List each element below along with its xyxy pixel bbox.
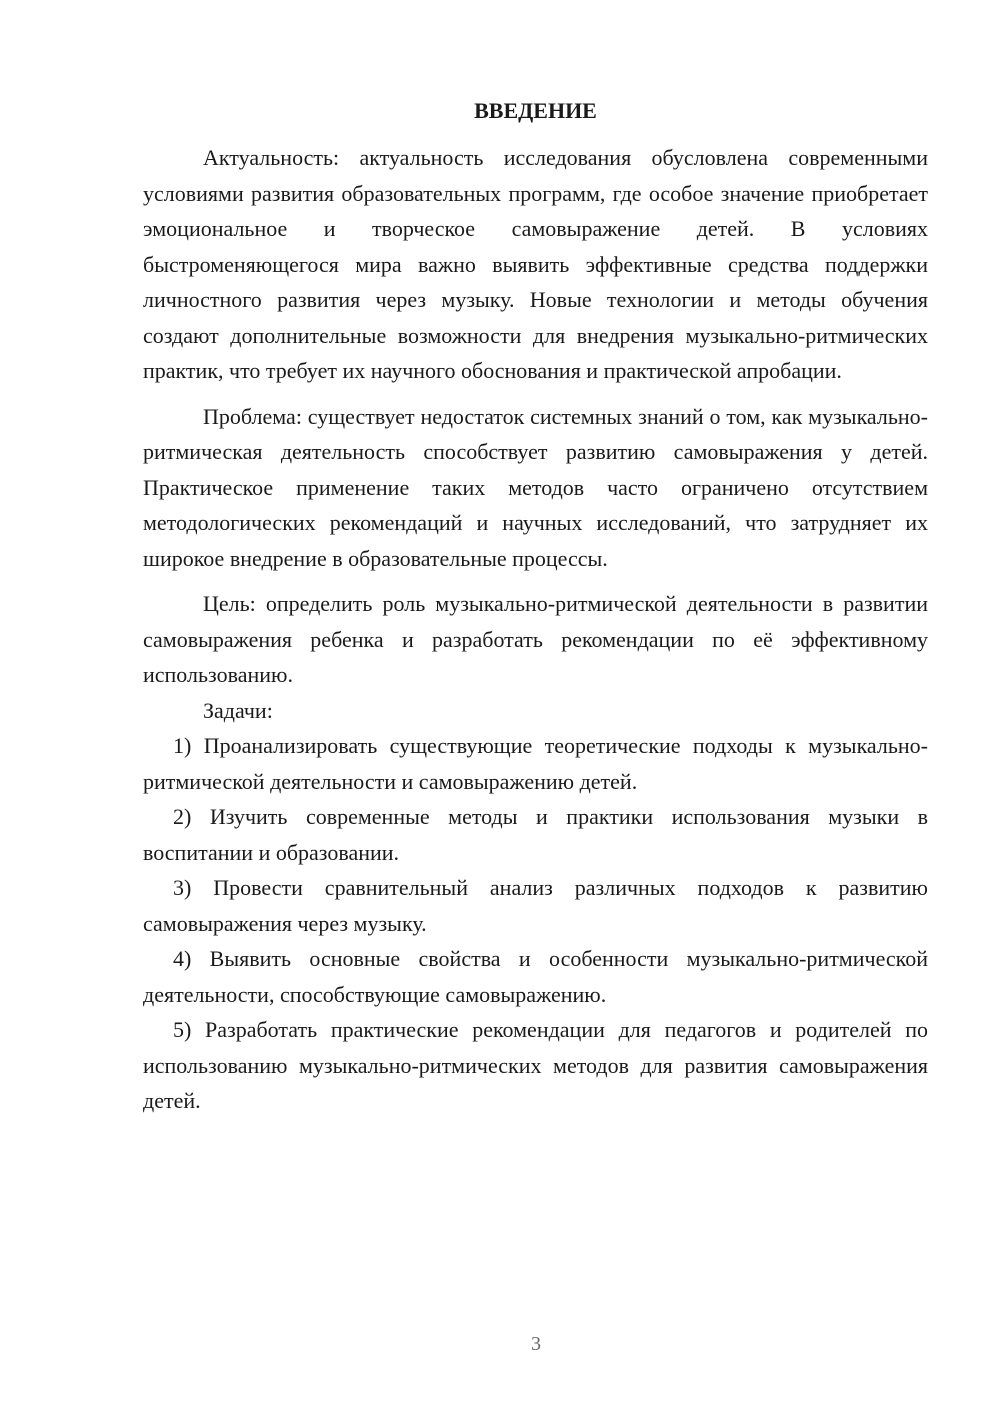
- relevance-paragraph: Актуальность: актуальность исследования обусловлена современными условиями развития образовательных программ, где особое значение приобретает эмоциональное и творческое самовыражение детей. В условиях быстроменяющегося мира важно выявить эффективные средства поддержки личностного развития через музыку. Новые технологии и методы обучения создают дополнительные возможности для внедрения музыкально-ритмических практик, что требует их научного обоснования и практической апробации.: [143, 145, 928, 383]
- tasks-heading: Задачи:: [203, 697, 273, 723]
- goal-paragraph: Цель: определить роль музыкально-ритмической деятельности в развитии самовыражения ребенка и разработать рекомендации по её эффективному использованию.: [143, 591, 928, 687]
- page-content: [143, 93, 928, 1119]
- problem-paragraph: Проблема: существует недостаток системных знаний о том, как музыкально-ритмическая деятельность способствует развитию самовыражения у детей. Практическое применение таких методов часто ограничено отсутствием методологических рекомендаций и научных исследований, что затрудняет их широкое внедрение в образовательные процессы.: [143, 403, 928, 571]
- task-item-2: 2) Изучить современные методы и практики использования музыки в воспитании и образовании.: [143, 804, 928, 865]
- task-item-4: 4) Выявить основные свойства и особенности музыкально-ритмической деятельности, способствующие самовыражению.: [143, 946, 928, 1007]
- page-title: ВВЕДЕНИЕ: [474, 98, 597, 123]
- task-item-1: 1) Проанализировать существующие теоретические подходы к музыкально-ритмической деятельности и самовыражению детей.: [143, 733, 928, 794]
- tasks-list: [143, 728, 928, 1119]
- task-item-3: 3) Провести сравнительный анализ различных подходов к развитию самовыражения через музыку.: [143, 875, 928, 936]
- task-item-5: 5) Разработать практические рекомендации для педагогов и родителей по использованию музыкально-ритмических методов для развития самовыражения детей.: [143, 1017, 928, 1113]
- page-number: 3: [531, 1333, 541, 1355]
